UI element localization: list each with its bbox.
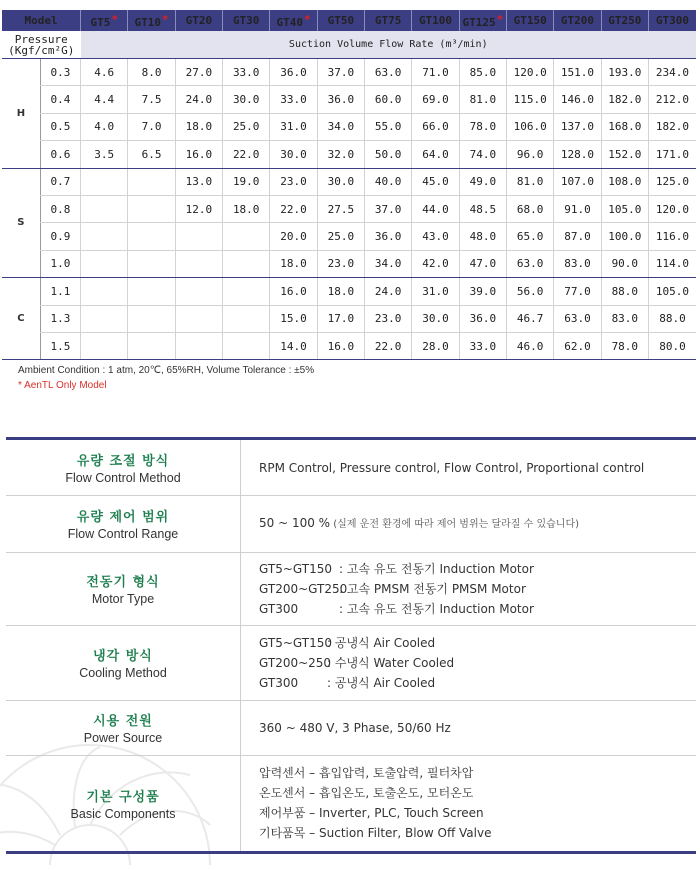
flow-value-cell: 42.0	[412, 250, 459, 277]
flow-value-cell: 182.0	[648, 113, 696, 140]
spec-label	[6, 495, 241, 552]
flow-value-cell: 50.0	[365, 141, 412, 168]
flow-value-cell: 23.0	[365, 305, 412, 332]
flow-value-cell: 13.0	[175, 168, 222, 195]
suction-flow-header: Suction Volume Flow Rate (m³/min)	[81, 31, 696, 59]
pressure-value: 1.3	[40, 305, 80, 332]
flow-value-cell: 4.4	[81, 86, 128, 113]
flow-value-cell: 116.0	[648, 223, 696, 250]
flow-value-cell: 24.0	[365, 278, 412, 305]
spec-label-english: Motor Type	[91, 592, 155, 606]
spec-label-english: Cooling Method	[79, 666, 167, 680]
flow-value-cell: 19.0	[223, 168, 270, 195]
flow-value-cell: 146.0	[554, 86, 601, 113]
flow-value-cell: 193.0	[601, 59, 648, 86]
flow-value-cell: 39.0	[459, 278, 506, 305]
flow-value-cell: 40.0	[365, 168, 412, 195]
flow-value-cell: 47.0	[459, 250, 506, 277]
spec-value-primary: 50 ~ 100 %	[259, 515, 331, 530]
spec-value-line	[259, 633, 696, 653]
model-header: Model	[2, 10, 81, 31]
flow-value-cell: 8.0	[128, 59, 175, 86]
table-row	[2, 86, 696, 113]
flow-value-cell: 33.0	[270, 86, 317, 113]
pressure-group-label: H	[2, 59, 40, 169]
flow-value-cell	[81, 250, 128, 277]
flow-value-cell	[81, 195, 128, 222]
flow-value-cell: 105.0	[648, 278, 696, 305]
flow-value-cell: 48.0	[459, 223, 506, 250]
spec-label-korean: 유량 제어 범위	[76, 510, 170, 525]
model-header-cell	[554, 10, 601, 31]
flow-value-cell: 15.0	[270, 305, 317, 332]
model-header-cell	[648, 10, 696, 31]
spec-row	[6, 625, 696, 701]
model-name: GT200	[560, 14, 595, 27]
flow-value-cell: 48.5	[459, 195, 506, 222]
spec-label-korean: 유량 조절 방식	[76, 454, 170, 469]
spec-label-korean: 기본 구성품	[86, 789, 160, 805]
spec-label-english: Power Source	[83, 731, 163, 745]
spec-label-english: Flow Control Range	[67, 527, 179, 541]
spec-value-secondary: : 공냉식 Air Cooled	[327, 675, 436, 690]
flow-value-cell: 43.0	[412, 223, 459, 250]
flow-value-cell	[223, 250, 270, 277]
flow-value-cell: 80.0	[648, 332, 696, 359]
flow-value-cell: 31.0	[412, 278, 459, 305]
flow-value-cell: 22.0	[365, 332, 412, 359]
flow-value-cell: 24.0	[175, 86, 222, 113]
flow-value-cell	[223, 305, 270, 332]
spec-value-secondary: : 고속 PMSM 전동기 PMSM Motor	[339, 581, 526, 596]
flow-value-cell: 16.0	[317, 332, 364, 359]
model-header-cell	[459, 10, 506, 31]
flow-value-cell: 12.0	[175, 195, 222, 222]
flow-value-cell: 46.0	[507, 332, 554, 359]
spec-bottom-rule	[6, 851, 696, 854]
flow-value-cell: 30.0	[412, 305, 459, 332]
spec-value	[259, 440, 696, 495]
flow-value-cell: 23.0	[317, 250, 364, 277]
spec-row	[6, 440, 696, 496]
spec-value-primary: 온도센서 – 흡입온도, 토출온도, 모터온도	[259, 786, 474, 800]
flow-value-cell	[128, 223, 175, 250]
flow-value-cell: 36.0	[317, 86, 364, 113]
flow-value-cell: 168.0	[601, 113, 648, 140]
flow-value-cell: 114.0	[648, 250, 696, 277]
spec-row	[6, 755, 696, 851]
pressure-value: 1.1	[40, 278, 80, 305]
flow-value-cell: 18.0	[175, 113, 222, 140]
model-name: GT125	[462, 15, 496, 29]
spec-label	[6, 625, 241, 700]
spec-label-korean: 전동기 형식	[86, 575, 160, 590]
flow-value-cell	[223, 223, 270, 250]
flow-value-cell	[128, 305, 175, 332]
flow-value-cell: 36.0	[459, 305, 506, 332]
spec-value-primary: GT200~250	[259, 655, 332, 670]
spec-value-secondary: : 고속 유도 전동기 Induction Motor	[339, 601, 534, 616]
table-row	[2, 141, 696, 168]
pressure-group-label: C	[2, 278, 40, 360]
flow-value-cell: 44.0	[412, 195, 459, 222]
flow-value-cell	[175, 223, 222, 250]
pressure-group-label: S	[2, 168, 40, 278]
flow-value-cell: 105.0	[601, 195, 648, 222]
model-name: GT40	[276, 15, 303, 29]
flow-value-cell: 30.0	[223, 86, 270, 113]
spec-value-line	[259, 718, 696, 738]
flow-value-cell: 4.6	[81, 59, 128, 86]
flow-value-cell: 108.0	[601, 168, 648, 195]
pressure-value: 0.6	[40, 141, 80, 168]
flow-value-cell: 125.0	[648, 168, 696, 195]
flow-value-cell: 128.0	[554, 141, 601, 168]
flow-value-cell: 3.5	[81, 141, 128, 168]
table-row	[2, 250, 696, 277]
model-header-cell	[412, 10, 459, 31]
flow-value-cell: 7.0	[128, 113, 175, 140]
table-row	[2, 195, 696, 222]
flow-value-cell: 30.0	[270, 141, 317, 168]
spec-label	[6, 552, 241, 625]
spec-value-line	[259, 559, 696, 579]
flow-value-cell: 16.0	[270, 278, 317, 305]
model-name: GT50	[327, 14, 355, 27]
flow-value-cell: 34.0	[317, 113, 364, 140]
flow-value-cell: 46.7	[507, 305, 554, 332]
flow-value-cell: 69.0	[412, 86, 459, 113]
spec-value-primary: GT300	[259, 675, 299, 690]
spec-value-secondary: : 수냉식 Water Cooled	[327, 655, 455, 670]
flow-value-cell: 68.0	[507, 195, 554, 222]
ambient-condition-note: Ambient Condition : 1 atm, 20℃, 65%RH, Volume Tolerance : ±5%	[18, 365, 315, 376]
spec-label	[6, 700, 241, 755]
model-name: GT150	[513, 14, 547, 27]
model-name: GT20	[185, 14, 213, 27]
flow-value-cell	[175, 250, 222, 277]
model-name: GT30	[232, 14, 260, 27]
flow-value-cell: 62.0	[554, 332, 601, 359]
spec-row	[6, 700, 696, 756]
flow-value-cell: 83.0	[554, 250, 601, 277]
pressure-value: 0.8	[40, 195, 80, 222]
spec-value-secondary: : 공냉식 Air Cooled	[327, 635, 436, 650]
spec-value-line	[259, 653, 696, 673]
flow-value-cell: 63.0	[365, 59, 412, 86]
flow-value-cell: 6.5	[128, 141, 175, 168]
flow-rate-table	[2, 10, 696, 360]
flow-value-cell: 7.5	[128, 86, 175, 113]
flow-value-cell: 88.0	[648, 305, 696, 332]
flow-value-cell: 71.0	[412, 59, 459, 86]
pressure-value: 0.7	[40, 168, 80, 195]
flow-value-cell: 20.0	[270, 223, 317, 250]
model-header-cell	[365, 10, 412, 31]
spec-label	[6, 440, 241, 495]
spec-label-english: Basic Components	[70, 806, 176, 821]
spec-value-primary: 360 ~ 480 V, 3 Phase, 50/60 Hz	[259, 720, 451, 735]
spec-value-primary: 압력센서 – 흡입압력, 토출압력, 필터차압	[259, 766, 474, 780]
model-name: GT100	[418, 14, 453, 27]
model-name: GT5	[90, 15, 111, 29]
flow-value-cell: 151.0	[554, 59, 601, 86]
flow-value-cell: 120.0	[648, 195, 696, 222]
flow-value-cell: 78.0	[601, 332, 648, 359]
flow-value-cell: 152.0	[601, 141, 648, 168]
model-header-cell	[507, 10, 554, 31]
table-row	[2, 168, 696, 195]
flow-value-cell: 33.0	[459, 332, 506, 359]
flow-value-cell: 18.0	[223, 195, 270, 222]
aentl-star-icon: *	[111, 12, 118, 26]
flow-value-cell: 27.5	[317, 195, 364, 222]
pressure-label: Pressure	[14, 32, 68, 46]
pressure-unit: (Kgf/cm²G)	[8, 43, 75, 57]
flow-value-cell: 45.0	[412, 168, 459, 195]
model-header-cell	[317, 10, 364, 31]
flow-value-cell: 33.0	[223, 59, 270, 86]
spec-value-primary: GT200~GT250	[259, 581, 348, 596]
flow-value-cell: 36.0	[270, 59, 317, 86]
spec-label-korean: 시용 전원	[93, 714, 153, 729]
spec-value	[259, 755, 696, 851]
flow-value-cell: 137.0	[554, 113, 601, 140]
flow-value-cell: 171.0	[648, 141, 696, 168]
model-header-cell	[81, 10, 128, 31]
spec-value-primary: GT5~GT150	[259, 561, 332, 576]
flow-value-cell: 55.0	[365, 113, 412, 140]
spec-label-korean: 냉각 방식	[93, 649, 153, 664]
spec-value-line	[259, 803, 696, 823]
model-header-cell	[270, 10, 317, 31]
flow-value-cell: 36.0	[365, 223, 412, 250]
table-row	[2, 278, 696, 305]
spec-value-primary: 제어부품 – Inverter, PLC, Touch Screen	[259, 806, 484, 820]
spec-value	[259, 625, 696, 700]
flow-value-cell: 90.0	[601, 250, 648, 277]
table-row	[2, 113, 696, 140]
table-row	[2, 305, 696, 332]
aentl-star-icon: *	[161, 12, 169, 26]
model-header-cell	[175, 10, 222, 31]
flow-value-cell: 18.0	[270, 250, 317, 277]
spec-value-line	[259, 599, 696, 619]
model-header-cell	[601, 10, 648, 31]
spec-value	[259, 495, 696, 552]
pressure-header	[2, 31, 81, 59]
flow-value-cell: 23.0	[270, 168, 317, 195]
flow-value-cell: 56.0	[507, 278, 554, 305]
flow-value-cell	[81, 305, 128, 332]
model-name: GT10	[134, 15, 161, 29]
flow-value-cell: 30.0	[317, 168, 364, 195]
flow-value-cell: 64.0	[412, 141, 459, 168]
flow-value-cell	[128, 250, 175, 277]
flow-value-cell: 74.0	[459, 141, 506, 168]
spec-value-line	[259, 673, 696, 693]
flow-value-cell: 120.0	[507, 59, 554, 86]
flow-value-cell	[81, 223, 128, 250]
spec-value-line	[259, 579, 696, 599]
pressure-value: 0.3	[40, 59, 80, 86]
flow-value-cell: 18.0	[317, 278, 364, 305]
flow-value-cell: 63.0	[507, 250, 554, 277]
spec-value	[259, 700, 696, 755]
flow-value-cell: 107.0	[554, 168, 601, 195]
flow-value-cell: 28.0	[412, 332, 459, 359]
flow-value-cell: 100.0	[601, 223, 648, 250]
flow-value-cell: 4.0	[81, 113, 128, 140]
model-header-cell	[128, 10, 175, 31]
flow-value-cell	[128, 195, 175, 222]
flow-value-cell	[175, 305, 222, 332]
flow-value-cell: 60.0	[365, 86, 412, 113]
flow-value-cell: 25.0	[317, 223, 364, 250]
flow-value-cell	[128, 278, 175, 305]
flow-value-cell: 22.0	[270, 195, 317, 222]
spec-value-primary: GT5~GT150	[259, 635, 332, 650]
flow-value-cell: 16.0	[175, 141, 222, 168]
flow-value-cell: 81.0	[507, 168, 554, 195]
model-header-cell	[223, 10, 270, 31]
flow-value-cell: 49.0	[459, 168, 506, 195]
flow-value-cell: 34.0	[365, 250, 412, 277]
pressure-value: 1.0	[40, 250, 80, 277]
pressure-value: 0.9	[40, 223, 80, 250]
spec-value-primary: 기타품목 – Suction Filter, Blow Off Valve	[259, 826, 492, 840]
flow-value-cell: 78.0	[459, 113, 506, 140]
spec-value-secondary: (실제 운전 환경에 따라 제어 범위는 달라질 수 있습니다)	[330, 518, 580, 530]
flow-value-cell: 96.0	[507, 141, 554, 168]
flow-value-cell: 234.0	[648, 59, 696, 86]
table-row	[2, 332, 696, 359]
aentl-star-icon: *	[303, 12, 311, 26]
spec-value-line	[259, 783, 696, 803]
flow-value-cell: 182.0	[601, 86, 648, 113]
spec-row	[6, 495, 696, 553]
flow-value-cell: 85.0	[459, 59, 506, 86]
flow-value-cell: 115.0	[507, 86, 554, 113]
flow-value-cell: 32.0	[317, 141, 364, 168]
flow-value-cell: 14.0	[270, 332, 317, 359]
model-name: GT250	[608, 14, 642, 27]
table-subheader-row	[2, 31, 696, 59]
flow-value-cell: 65.0	[507, 223, 554, 250]
flow-value-cell: 106.0	[507, 113, 554, 140]
aentl-star-icon: *	[496, 12, 504, 26]
flow-value-cell: 212.0	[648, 86, 696, 113]
flow-value-cell: 37.0	[365, 195, 412, 222]
flow-value-cell	[223, 332, 270, 359]
table-row	[2, 59, 696, 86]
flow-value-cell	[175, 332, 222, 359]
spec-label	[6, 755, 241, 851]
model-name: GT75	[374, 14, 402, 27]
flow-value-cell: 31.0	[270, 113, 317, 140]
spec-row	[6, 552, 696, 626]
flow-value-cell	[128, 168, 175, 195]
flow-value-cell: 83.0	[601, 305, 648, 332]
table-row	[2, 223, 696, 250]
flow-value-cell: 66.0	[412, 113, 459, 140]
aentl-only-note: * AenTL Only Model	[18, 380, 107, 391]
flow-value-cell	[81, 278, 128, 305]
pressure-value: 1.5	[40, 332, 80, 359]
flow-value-cell: 87.0	[554, 223, 601, 250]
pressure-value: 0.5	[40, 113, 80, 140]
flow-value-cell	[128, 332, 175, 359]
flow-value-cell: 63.0	[554, 305, 601, 332]
flow-value-cell	[223, 278, 270, 305]
spec-value-line	[259, 458, 696, 478]
pressure-value: 0.4	[40, 86, 80, 113]
flow-value-cell: 88.0	[601, 278, 648, 305]
flow-value-cell	[81, 168, 128, 195]
table-header-row	[2, 10, 696, 31]
spec-value-line	[259, 513, 696, 535]
spec-value-primary: GT300	[259, 601, 299, 616]
flow-value-cell: 37.0	[317, 59, 364, 86]
flow-value-cell: 17.0	[317, 305, 364, 332]
flow-value-cell: 22.0	[223, 141, 270, 168]
table-body	[2, 59, 696, 360]
flow-value-cell: 81.0	[459, 86, 506, 113]
model-name: GT300	[655, 14, 690, 27]
spec-value-line	[259, 823, 696, 843]
spec-value-secondary: : 고속 유도 전동기 Induction Motor	[339, 561, 534, 576]
spec-value-line	[259, 763, 696, 783]
spec-label-english: Flow Control Method	[65, 471, 181, 485]
flow-value-cell: 77.0	[554, 278, 601, 305]
flow-value-cell: 27.0	[175, 59, 222, 86]
spec-value	[259, 552, 696, 625]
flow-value-cell: 91.0	[554, 195, 601, 222]
flow-value-cell	[81, 332, 128, 359]
flow-value-cell: 25.0	[223, 113, 270, 140]
spec-value-primary: RPM Control, Pressure control, Flow Control, Proportional control	[259, 460, 645, 475]
flow-value-cell	[175, 278, 222, 305]
